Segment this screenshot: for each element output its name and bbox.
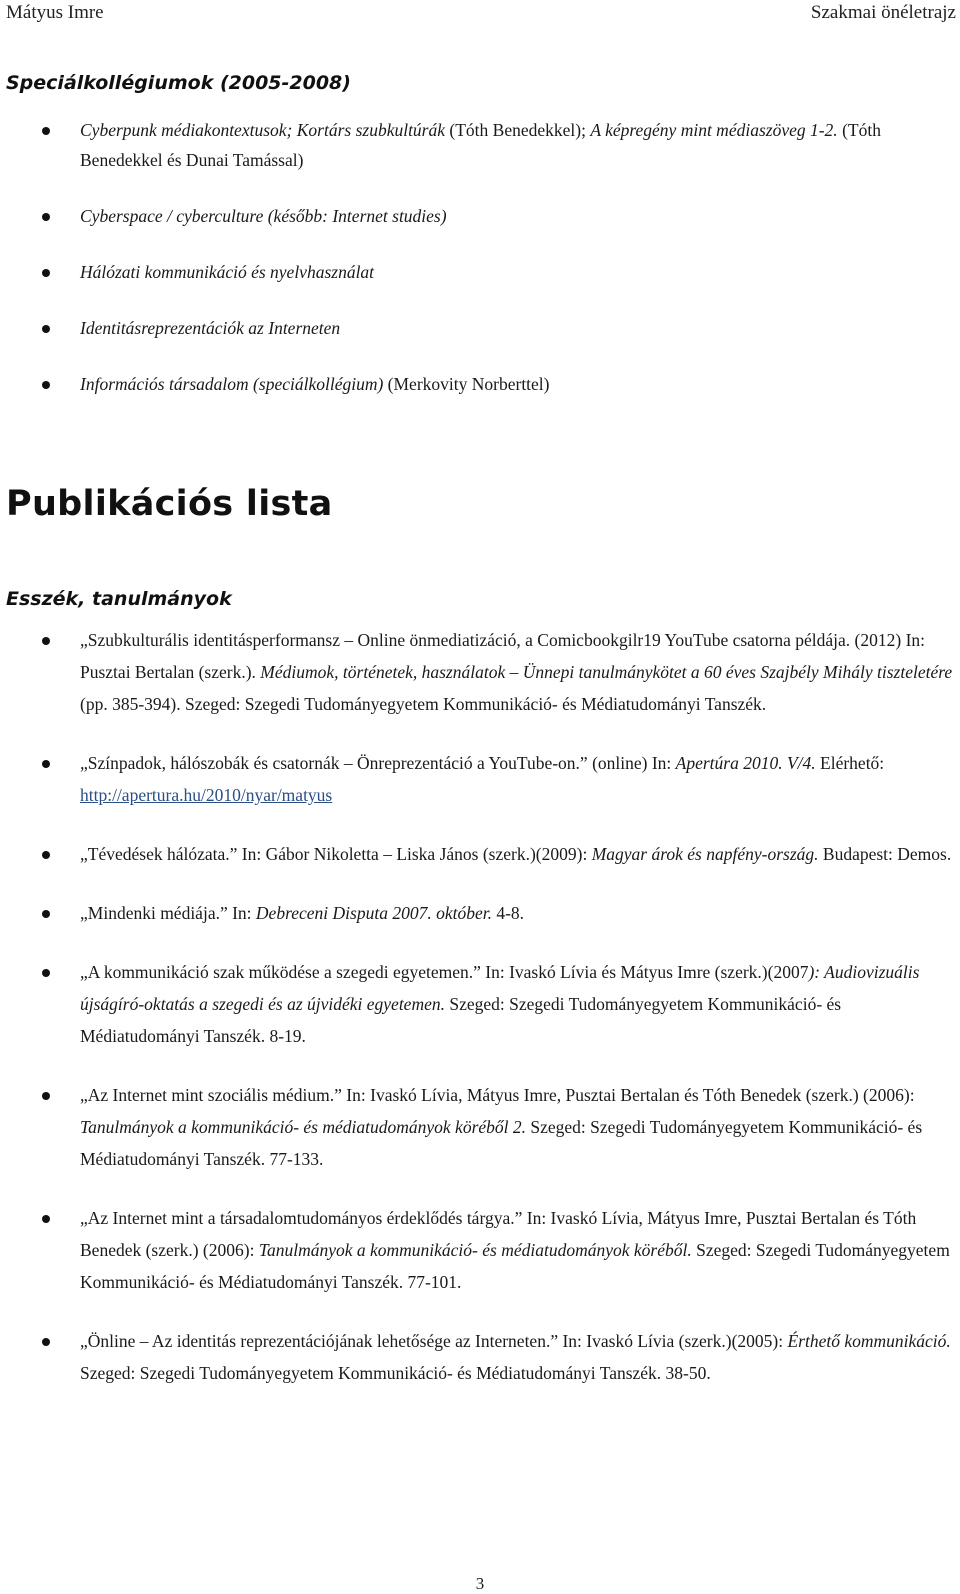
bullet-icon xyxy=(42,851,50,859)
course-title: A képregény mint médiaszöveg 1-2. xyxy=(590,120,838,140)
bullet-icon xyxy=(42,1338,50,1346)
list-item-text xyxy=(80,369,955,399)
publication-item xyxy=(0,838,955,870)
list-item xyxy=(0,257,955,287)
publication-item xyxy=(0,1079,955,1175)
course-title: Identitásreprezentációk az Interneten xyxy=(80,318,341,338)
list-item xyxy=(0,115,955,175)
bullet-icon xyxy=(42,213,50,221)
publication-text xyxy=(80,956,955,1052)
publication-source-title: ): Audiovizuális újságíró-oktatás a szegedi és az újvidéki egyetemen. xyxy=(80,962,920,1014)
bullet-icon xyxy=(42,381,50,389)
publication-list-heading: Publikációs lista xyxy=(6,484,333,524)
publication-details: Elérhető: xyxy=(815,753,885,773)
publication-citation: „Az Internet mint szociális médium.” In: Ivaskó Lívia, Mátyus Imre, Pusztai Bertalan és Tóth Benedek (szerk.) (2006): xyxy=(80,1085,915,1105)
bullet-icon xyxy=(42,269,50,277)
publication-details: (pp. 385-394). Szeged: Szegedi Tudományegyetem Kommunikáció- és Médiatudományi Tanszék. xyxy=(80,694,767,714)
special-courses-heading: Speciálkollégiumok (2005-2008) xyxy=(6,72,351,94)
publication-text xyxy=(80,838,955,870)
bullet-icon xyxy=(42,1092,50,1100)
header-author: Mátyus Imre xyxy=(6,2,104,23)
bullet-icon xyxy=(42,910,50,918)
publication-source-title: Apertúra 2010. V/4. xyxy=(675,753,816,773)
course-title: Hálózati kommunikáció és nyelvhasználat xyxy=(80,262,375,282)
publication-source-title: Tanulmányok a kommunikáció- és médiatudományok köréből 2. xyxy=(80,1117,527,1137)
publication-text xyxy=(80,897,955,929)
header-doc-title: Szakmai önéletrajz xyxy=(810,2,956,23)
list-item xyxy=(0,313,955,343)
publication-text xyxy=(80,1202,955,1298)
list-item-text xyxy=(80,115,955,175)
publication-list xyxy=(0,624,955,1416)
list-item xyxy=(0,369,955,399)
bullet-icon xyxy=(42,1215,50,1223)
bullet-icon xyxy=(42,760,50,768)
course-title: Információs társadalom (speciálkollégium) xyxy=(80,374,384,394)
publication-source-title: Tanulmányok a kommunikáció- és médiatudományok köréből. xyxy=(258,1240,692,1260)
publication-citation: „Mindenki médiája.” In: xyxy=(80,903,256,923)
apertura-link[interactable]: http://apertura.hu/2010/nyar/matyus xyxy=(80,785,333,805)
bullet-icon xyxy=(42,637,50,645)
publication-source-title: Debreceni Disputa 2007. október. xyxy=(255,903,492,923)
publication-item xyxy=(0,897,955,929)
course-note: (Merkovity Norberttel) xyxy=(383,374,550,394)
essays-heading: Esszék, tanulmányok xyxy=(6,588,232,610)
publication-details: Szeged: Szegedi Tudományegyetem Kommunikáció- és Médiatudományi Tanszék. 8-19. xyxy=(80,994,842,1046)
bullet-icon xyxy=(42,969,50,977)
publication-text xyxy=(80,624,955,720)
publication-item xyxy=(0,1202,955,1298)
publication-citation: „Színpadok, hálószobák és csatornák – Önreprezentáció a YouTube-on.” (online) In: xyxy=(80,753,676,773)
special-courses-list xyxy=(0,115,955,425)
publication-details: Szeged: Szegedi Tudományegyetem Kommunikáció- és Médiatudományi Tanszék. 77-101. xyxy=(80,1240,950,1292)
list-item xyxy=(0,201,955,231)
publication-details: Szeged: Szegedi Tudományegyetem Kommunikáció- és Médiatudományi Tanszék. 77-133. xyxy=(80,1117,923,1169)
publication-details: Budapest: Demos. xyxy=(818,844,952,864)
publication-source-title: Médiumok, történetek, használatok – Ünnepi tanulmánykötet a 60 éves Szajbély Mihály tiszteletére xyxy=(260,662,953,682)
publication-text xyxy=(80,747,955,811)
publication-details: 4-8. xyxy=(491,903,525,923)
course-note: (Tóth Benedekkel és Dunai Tamással) xyxy=(80,120,881,170)
publication-details: Szeged: Szegedi Tudományegyetem Kommunikáció- és Médiatudományi Tanszék. 38-50. xyxy=(80,1363,711,1383)
course-title: Cyberpunk médiakontextusok; Kortárs szubkultúrák xyxy=(80,120,446,140)
page-number: 3 xyxy=(475,1574,485,1593)
bullet-icon xyxy=(42,325,50,333)
publication-item xyxy=(0,1325,955,1389)
publication-citation: „Szubkulturális identitásperformansz – Online önmediatizáció, a Comicbookgilr19 YouTube csatorna példája. (2012) In: Pusztai Bertalan (szerk.). xyxy=(80,630,926,682)
bullet-icon xyxy=(42,127,50,135)
publication-citation: „Az Internet mint a társadalomtudományos érdeklődés tárgya.” In: Ivaskó Lívia, Mátyus Imre, Pusztai Bertalan és Tóth Benedek (szerk.) (2006): xyxy=(80,1208,917,1260)
course-note: (Tóth Benedekkel); xyxy=(445,120,591,140)
publication-item xyxy=(0,624,955,720)
publication-citation: „Önline – Az identitás reprezentációjának lehetősége az Interneten.” In: Ivaskó Lívia (szerk.)(2005): xyxy=(80,1331,788,1351)
publication-citation: „A kommunikáció szak működése a szegedi egyetemen.” In: Ivaskó Lívia és Mátyus Imre (szerk.)(2007 xyxy=(80,962,809,982)
publication-text xyxy=(80,1325,955,1389)
course-title: Cyberspace / cyberculture (később: Internet studies) xyxy=(80,206,447,226)
publication-item xyxy=(0,956,955,1052)
publication-citation: „Tévedések hálózata.” In: Gábor Nikoletta – Liska János (szerk.)(2009): xyxy=(80,844,592,864)
publication-text xyxy=(80,1079,955,1175)
publication-source-title: Érthető kommunikáció. xyxy=(787,1331,951,1351)
publication-item xyxy=(0,747,955,811)
publication-source-title: Magyar árok és napfény-ország. xyxy=(591,844,819,864)
